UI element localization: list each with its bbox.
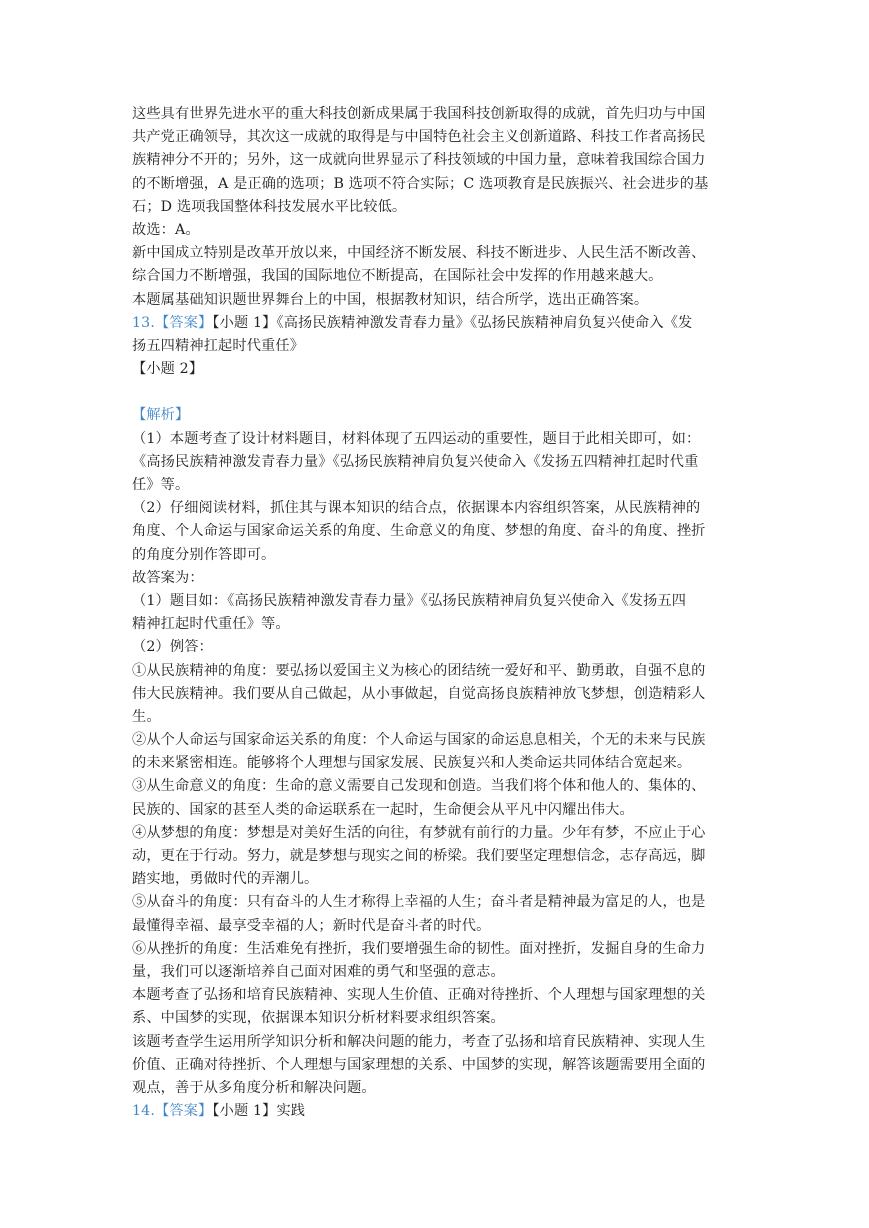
analysis-part-2: [132, 497, 744, 567]
text-line: 共产党正确领导，其次这一成就的取得是与中国特色社会主义创新道路、科技工作者高扬民: [132, 129, 706, 146]
text-line: ⑥从挫折的角度：生活难免有挫折，我们要增强生命的韧性。面对挫折，发掘自身的生命力: [132, 940, 706, 957]
text-line: ④从梦想的角度：梦想是对美好生活的向往，有梦就有前行的力量。少年有梦，不应止于心: [132, 824, 706, 841]
analysis-tag: 【解析】: [132, 407, 190, 424]
answer-point-5: [132, 891, 744, 937]
text-line: 观点，善于从多角度分析和解决问题。: [132, 1079, 376, 1096]
text-line: 综合国力不断增强，我国的国际地位不断提高，在国际社会中发挥的作用越来越大。: [132, 268, 663, 285]
text-line: 角度、个人命运与国家命运关系的角度、生命意义的角度、梦想的角度、奋斗的角度、挫折: [132, 523, 706, 540]
text-line: [132, 312, 744, 335]
text-line: 的角度分别作答即可。: [132, 546, 276, 563]
text-line: 该题考查学生运用所学知识分析和解决问题的能力，考查了弘扬和培育民族精神、实现人生: [132, 1033, 706, 1050]
text-line: ③从生命意义的角度：生命的意义需要自己发现和创造。当我们将个体和他人的、集体的、: [132, 778, 706, 795]
text-line: ②从个人命运与国家命运关系的角度：个人命运与国家的命运息息相关，个无的未来与民族: [132, 732, 706, 749]
text-line: 的未来紧密相连。能够将个人理想与国家发展、民族复兴和人类命运共同体结合宽起来。: [132, 755, 692, 772]
sub-question-1-answer: 【小题 1】《高扬民族精神激发青春力量》《弘扬民族精神肩负复兴使命入《发: [212, 314, 693, 331]
paragraph-tech-innovation: [132, 103, 744, 219]
answer-point-1: [132, 660, 744, 730]
text-line: 踏实地，勇做时代的弄潮儿。: [132, 871, 319, 888]
text-line: 族精神分不开的；另外，这一成就向世界显示了科技领域的中国力量，意味着我国综合国力: [132, 152, 706, 169]
text-line: （1）本题考查了设计材料题目，材料体现了五四运动的重要性，题目于此相关即可，如：: [132, 430, 701, 447]
question-number: 13.: [132, 314, 156, 331]
question-13-answer: [132, 312, 744, 382]
text-line: 系、中国梦的实现，依据课本知识分析材料要求组织答案。: [132, 1010, 505, 1027]
answer-point-4: [132, 822, 744, 892]
text-line: 新中国成立特别是改革开放以来，中国经济不断发展、科技不断进步、人民生活不断改善、: [132, 245, 706, 262]
answer-document: [132, 103, 744, 1123]
text-line: 最懂得幸福、最享受幸福的人；新时代是奋斗者的时代。: [132, 917, 491, 934]
answer-point-3: [132, 775, 744, 821]
answer-tag: 【答案】: [155, 1103, 213, 1120]
answer-point-6: [132, 938, 744, 984]
text-line: 民族的、国家的甚至人类的命运联系在一起时，生命便会从平凡中闪耀出伟大。: [132, 801, 634, 818]
question-note: 本题属基础知识题世界舞台上的中国，根据教材知识，结合所学，选出正确答案。: [132, 291, 649, 308]
spacer: [132, 381, 744, 404]
summary-2: [132, 1031, 744, 1101]
text-line: 这些具有世界先进水平的重大科技创新成果属于我国科技创新取得的成就，首先归功与中国: [132, 106, 706, 122]
text-line: 动，更在于行动。努力，就是梦想与现实之间的桥梁。我们要坚定理想信念，志存高远，脚: [132, 848, 706, 864]
summary-1: [132, 984, 744, 1030]
question-number: 14.: [132, 1103, 156, 1120]
text-line: 任》等。: [132, 477, 190, 493]
answer-part-2-intro: （2）例答：: [132, 639, 213, 656]
choice-answer: 故选：A。: [132, 221, 200, 238]
text-line: 伟大民族精神。我们要从自己做起，从小事做起，自觉高扬良族精神放飞梦想，创造精彩人: [132, 685, 706, 702]
paragraph-china-development: [132, 242, 744, 288]
text-line: 石；D 选项我国整体科技发展水平比较低。: [132, 198, 407, 215]
answer-part-1: [132, 590, 744, 636]
text-line: ⑤从奋斗的角度：只有奋斗的人生才称得上幸福的人生；奋斗者是精神最为富足的人，也是: [132, 894, 706, 911]
text-line: （1）题目如：《高扬民族精神激发青春力量》《弘扬民族精神肩负复兴使命入《发扬五四: [132, 592, 687, 609]
text-line: ①从民族精神的角度：要弘扬以爱国主义为核心的团结统一爱好和平、勤勇敢，自强不息的: [132, 662, 706, 679]
text-line: 本题考查了弘扬和培育民族精神、实现人生价值、正确对待挫折、个人理想与国家理想的关: [132, 987, 706, 1004]
sub-question-1-answer: 【小题 1】实践: [212, 1103, 306, 1120]
text-line: （2）仔细阅读材料，抓住其与课本知识的结合点，依据课本内容组织答案，从民族精神的: [132, 500, 701, 517]
text-line: 生。: [132, 708, 161, 725]
analysis-part-1: [132, 428, 744, 498]
question-14-answer: [132, 1100, 744, 1123]
sub-question-2-label: 【小题 2】: [132, 361, 204, 378]
answer-tag: 【答案】: [155, 314, 213, 331]
answer-point-2: [132, 729, 744, 775]
text-line: 量，我们可以逐渐培养自己面对困难的勇气和坚强的意志。: [132, 963, 505, 980]
answer-intro: 故答案为：: [132, 569, 204, 586]
text-line: 精神扛起时代重任》等。: [132, 616, 290, 633]
text-line: 价值、正确对待挫折、个人理想与国家理想的关系、中国梦的实现，解答该题需要用全面的: [132, 1056, 706, 1073]
text-line: 的不断增强，A 是正确的选项；B 选项不符合实际；C 选项教育是民族振兴、社会进步的基: [132, 175, 709, 192]
text-line: 扬五四精神扛起时代重任》: [132, 337, 305, 354]
text-line: 《高扬民族精神激发青春力量》《弘扬民族精神肩负复兴使命入《发扬五四精神扛起时代重: [132, 453, 699, 470]
